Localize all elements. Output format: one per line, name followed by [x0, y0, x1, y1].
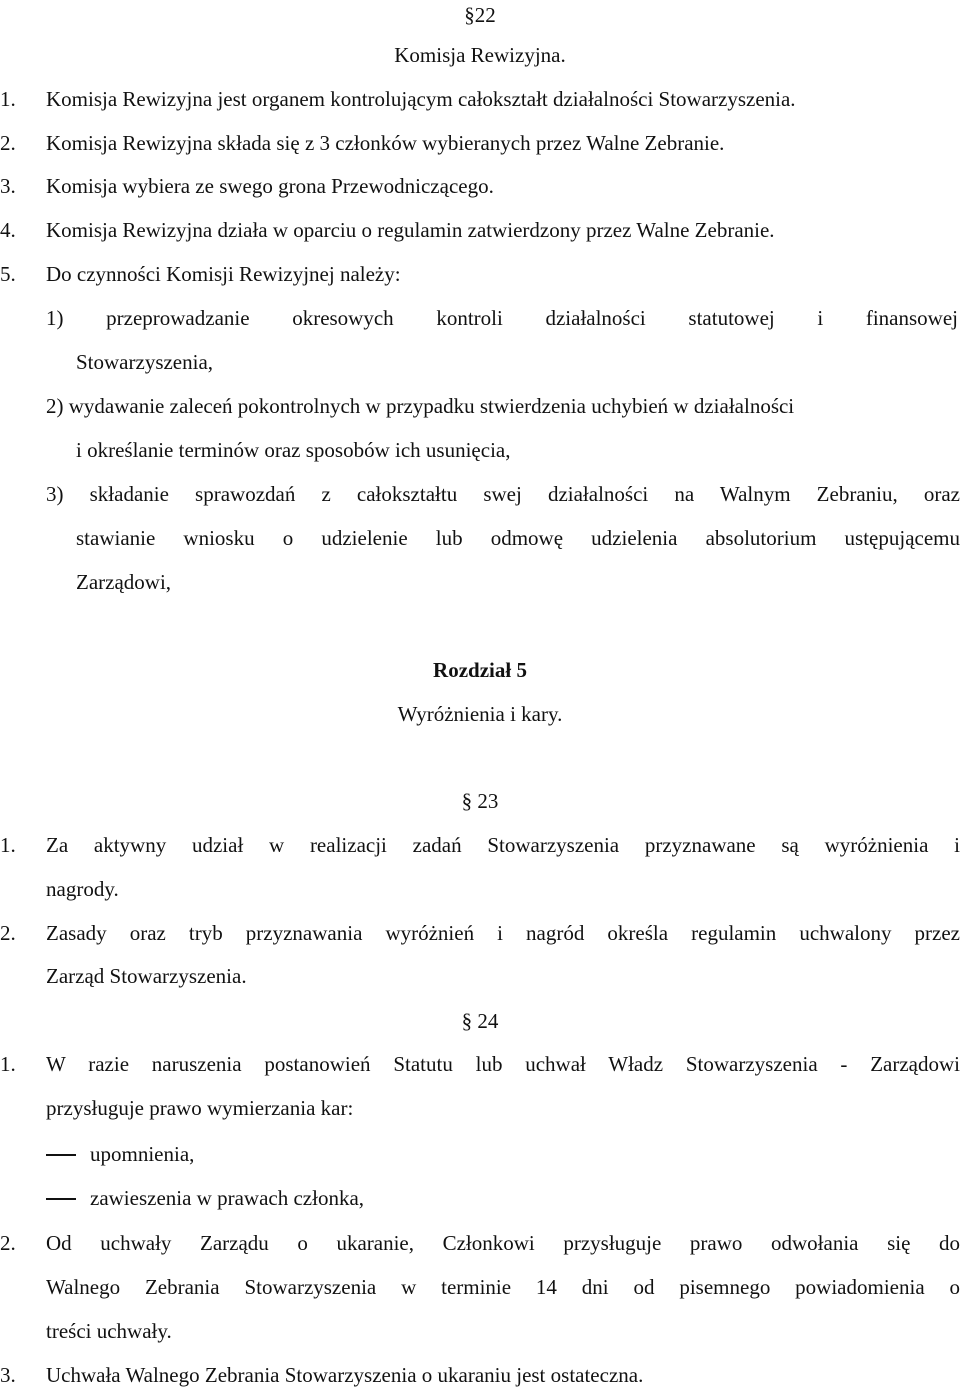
- list-item: Komisja Rewizyjna jest organem kontrolującym całokształt działalności Stowarzyszenia.: [46, 87, 796, 111]
- item-number: 3.: [0, 174, 16, 198]
- item-number: 3.: [0, 1363, 16, 1387]
- item-number: 1.: [0, 833, 16, 857]
- list-item-line: Od uchwały Zarządu o ukaranie, Członkowi przysługuje prawo odwołania się do: [46, 1231, 960, 1255]
- list-item-line: Zasady oraz tryb przyznawania wyróżnień i nagród określa regulamin uchwalony przez: [46, 921, 960, 945]
- list-item: Komisja Rewizyjna składa się z 3 członków wybieranych przez Walne Zebranie.: [46, 131, 725, 155]
- subitem-line: Zarządowi,: [76, 570, 172, 594]
- section-22-heading: §22: [464, 3, 496, 27]
- penalty-item: zawieszenia w prawach członka,: [90, 1186, 365, 1210]
- subitem-line: Stowarzyszenia,: [76, 350, 214, 374]
- item-number: 4.: [0, 218, 16, 242]
- list-item-line: Za aktywny udział w realizacji zadań Stowarzyszenia przyznawane są wyróżnienia i: [46, 833, 960, 857]
- subitem-line: 3) składanie sprawozdań z całokształtu swej działalności na Walnym Zebraniu, oraz: [46, 482, 960, 506]
- list-item-line: Walnego Zebrania Stowarzyszenia w terminie 14 dni od pisemnego powiadomienia o: [46, 1275, 960, 1299]
- section-24-heading: § 24: [461, 1009, 499, 1033]
- section-23-heading: § 23: [461, 789, 499, 813]
- list-item: Do czynności Komisji Rewizyjnej należy:: [46, 262, 401, 286]
- chapter-title: Rozdział 5: [433, 658, 527, 682]
- subitem-line: i określanie terminów oraz sposobów ich usunięcia,: [76, 438, 511, 462]
- list-item-line: przysługuje prawo wymierzania kar:: [46, 1096, 354, 1120]
- dash-bullet: [46, 1198, 76, 1200]
- section-22-title: Komisja Rewizyjna.: [394, 43, 566, 67]
- item-number: 2.: [0, 921, 16, 945]
- chapter-subtitle: Wyróżnienia i kary.: [397, 702, 563, 726]
- item-number: 1.: [0, 87, 16, 111]
- subitem-line: stawianie wniosku o udzielenie lub odmowę udzielenia absolutorium ustępującemu: [76, 526, 960, 550]
- dash-bullet: [46, 1154, 76, 1156]
- item-number: 2.: [0, 131, 16, 155]
- list-item-line: W razie naruszenia postanowień Statutu lub uchwał Władz Stowarzyszenia - Zarządowi: [46, 1052, 960, 1076]
- penalty-item: upomnienia,: [90, 1142, 195, 1166]
- list-item-line: Zarząd Stowarzyszenia.: [46, 964, 247, 988]
- list-item: Komisja wybiera ze swego grona Przewodniczącego.: [46, 174, 494, 198]
- item-number: 2.: [0, 1231, 16, 1255]
- item-number: 5.: [0, 262, 16, 286]
- list-item: Komisja Rewizyjna działa w oparciu o regulamin zatwierdzony przez Walne Zebranie.: [46, 218, 775, 242]
- list-item-line: Uchwała Walnego Zebrania Stowarzyszenia o ukaraniu jest ostateczna.: [46, 1363, 644, 1387]
- subitem-line: 2) wydawanie zaleceń pokontrolnych w przypadku stwierdzenia uchybień w działalności: [46, 394, 795, 418]
- subitem-line: 1) przeprowadzanie okresowych kontroli działalności statutowej i finansowej: [46, 306, 958, 330]
- list-item-line: nagrody.: [46, 877, 119, 901]
- list-item-line: treści uchwały.: [46, 1319, 172, 1343]
- item-number: 1.: [0, 1052, 16, 1076]
